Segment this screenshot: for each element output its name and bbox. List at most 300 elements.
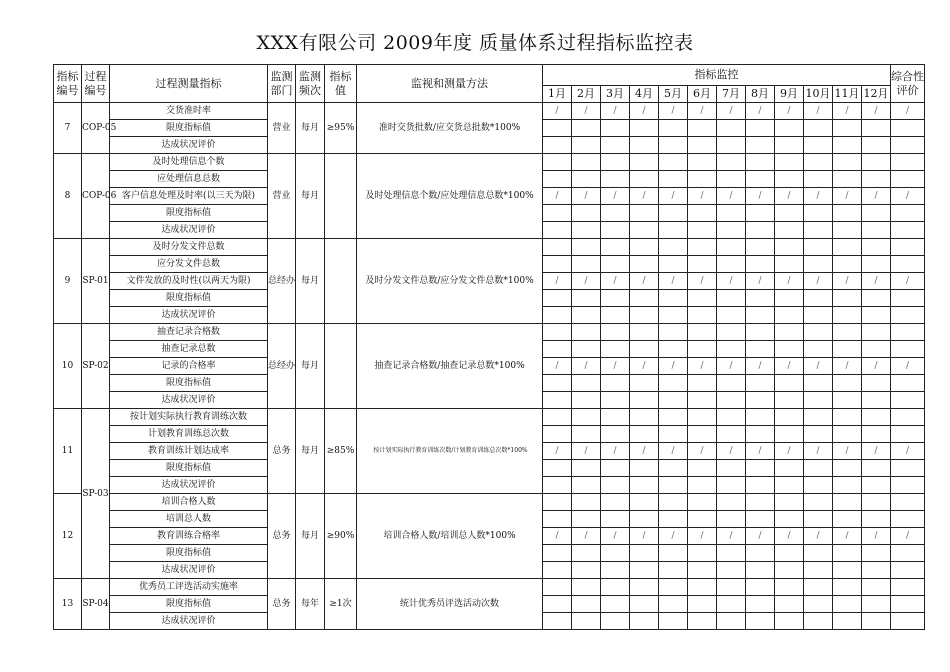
month-cell <box>630 154 659 171</box>
month-cell: / <box>630 103 659 120</box>
header-process-code: 过程编号 <box>82 65 110 103</box>
month-cell <box>688 239 717 256</box>
month-cell <box>746 562 775 579</box>
overall-cell <box>891 137 925 154</box>
month-cell <box>775 120 804 137</box>
month-cell <box>688 477 717 494</box>
month-cell <box>572 613 601 630</box>
indicator-name: 优秀员工评选活动实施率 <box>110 579 268 596</box>
month-cell <box>688 171 717 188</box>
month-cell <box>630 256 659 273</box>
header-month: 7月 <box>717 86 746 103</box>
monitor-frequency: 每月 <box>296 103 325 154</box>
month-cell <box>804 477 833 494</box>
month-cell <box>659 460 688 477</box>
month-cell <box>746 137 775 154</box>
month-cell: / <box>572 103 601 120</box>
header-month: 12月 <box>862 86 891 103</box>
month-cell: / <box>659 188 688 205</box>
monitor-dept: 总务 <box>268 494 296 579</box>
month-cell <box>862 596 891 613</box>
month-cell <box>572 494 601 511</box>
header-month: 2月 <box>572 86 601 103</box>
indicator-name: 应分发文件总数 <box>110 256 268 273</box>
month-cell <box>659 426 688 443</box>
month-cell <box>630 613 659 630</box>
month-cell <box>717 307 746 324</box>
month-cell: / <box>746 103 775 120</box>
month-cell <box>572 137 601 154</box>
month-cell <box>746 460 775 477</box>
month-cell <box>746 307 775 324</box>
overall-cell <box>891 324 925 341</box>
month-cell <box>572 511 601 528</box>
month-cell <box>572 290 601 307</box>
month-cell <box>543 137 572 154</box>
month-cell <box>601 341 630 358</box>
indicator-name: 按计划实际执行教育训练次数 <box>110 409 268 426</box>
month-cell: / <box>717 443 746 460</box>
overall-cell <box>891 154 925 171</box>
month-cell <box>688 511 717 528</box>
month-cell <box>659 222 688 239</box>
overall-cell <box>891 375 925 392</box>
indicator-name: 限度指标值 <box>110 375 268 392</box>
overall-cell: / <box>891 528 925 545</box>
month-cell <box>804 596 833 613</box>
month-cell: / <box>630 358 659 375</box>
month-cell <box>862 409 891 426</box>
month-cell <box>601 290 630 307</box>
month-cell <box>833 477 862 494</box>
month-cell: / <box>746 528 775 545</box>
indicator-name: 记录的合格率 <box>110 358 268 375</box>
month-cell <box>804 426 833 443</box>
month-cell: / <box>688 103 717 120</box>
indicator-name: 达成状况评价 <box>110 222 268 239</box>
month-cell: / <box>833 358 862 375</box>
month-cell: / <box>601 273 630 290</box>
overall-cell <box>891 596 925 613</box>
month-cell <box>775 545 804 562</box>
month-cell <box>572 562 601 579</box>
month-cell <box>543 562 572 579</box>
month-cell <box>572 426 601 443</box>
indicator-code: 9 <box>54 239 82 324</box>
indicator-name: 达成状况评价 <box>110 562 268 579</box>
month-cell: / <box>717 273 746 290</box>
month-cell <box>775 511 804 528</box>
month-cell <box>630 137 659 154</box>
overall-cell <box>891 579 925 596</box>
month-cell <box>659 290 688 307</box>
month-cell <box>630 307 659 324</box>
month-cell <box>804 120 833 137</box>
overall-cell <box>891 460 925 477</box>
overall-cell <box>891 545 925 562</box>
month-cell <box>717 341 746 358</box>
monitor-frequency: 每月 <box>296 494 325 579</box>
month-cell <box>775 375 804 392</box>
process-code: SP-04 <box>82 579 110 630</box>
method: 及时处理信息个数/应处理信息总数*100% <box>357 154 543 239</box>
month-cell: / <box>833 273 862 290</box>
month-cell <box>659 545 688 562</box>
month-cell <box>572 545 601 562</box>
month-cell <box>688 409 717 426</box>
month-cell <box>804 307 833 324</box>
month-cell <box>833 375 862 392</box>
indicator-name: 达成状况评价 <box>110 613 268 630</box>
month-cell: / <box>601 528 630 545</box>
month-cell <box>630 290 659 307</box>
month-cell <box>717 120 746 137</box>
month-cell <box>572 324 601 341</box>
month-cell <box>630 511 659 528</box>
monitor-frequency: 每月 <box>296 154 325 239</box>
month-cell <box>688 137 717 154</box>
month-cell: / <box>543 528 572 545</box>
overall-cell <box>891 409 925 426</box>
monitor-frequency: 每月 <box>296 409 325 494</box>
month-cell: / <box>659 528 688 545</box>
month-cell <box>543 409 572 426</box>
month-cell <box>717 545 746 562</box>
target-value: ≥95% <box>325 103 357 154</box>
overall-cell: / <box>891 358 925 375</box>
indicator-name: 培训总人数 <box>110 511 268 528</box>
month-cell: / <box>659 103 688 120</box>
month-cell <box>804 579 833 596</box>
month-cell <box>833 239 862 256</box>
month-cell <box>804 256 833 273</box>
month-cell: / <box>601 358 630 375</box>
header-indicator: 过程测量指标 <box>110 65 268 103</box>
month-cell <box>775 494 804 511</box>
month-cell <box>862 545 891 562</box>
month-cell <box>746 613 775 630</box>
month-cell <box>601 120 630 137</box>
month-cell <box>862 494 891 511</box>
month-cell <box>630 579 659 596</box>
month-cell: / <box>717 103 746 120</box>
month-cell <box>746 324 775 341</box>
month-cell <box>717 579 746 596</box>
month-cell <box>543 494 572 511</box>
month-cell <box>746 409 775 426</box>
month-cell <box>572 120 601 137</box>
month-cell <box>833 562 862 579</box>
indicator-name: 计划教育训练总次数 <box>110 426 268 443</box>
month-cell <box>601 409 630 426</box>
month-cell: / <box>543 103 572 120</box>
month-cell <box>572 341 601 358</box>
month-cell <box>572 375 601 392</box>
target-value <box>325 154 357 239</box>
month-cell <box>601 562 630 579</box>
month-cell <box>775 171 804 188</box>
month-cell: / <box>572 273 601 290</box>
overall-cell <box>891 307 925 324</box>
month-cell <box>688 392 717 409</box>
month-cell <box>659 256 688 273</box>
month-cell <box>543 426 572 443</box>
month-cell: / <box>572 443 601 460</box>
month-cell: / <box>543 188 572 205</box>
month-cell <box>572 256 601 273</box>
month-cell <box>688 324 717 341</box>
month-cell <box>601 494 630 511</box>
month-cell: / <box>775 103 804 120</box>
month-cell <box>717 460 746 477</box>
month-cell <box>659 341 688 358</box>
month-cell <box>804 392 833 409</box>
month-cell: / <box>804 103 833 120</box>
month-cell <box>630 324 659 341</box>
month-cell <box>775 477 804 494</box>
month-cell <box>572 307 601 324</box>
header-method: 监视和测量方法 <box>357 65 543 103</box>
month-cell <box>862 171 891 188</box>
month-cell <box>804 137 833 154</box>
month-cell <box>601 375 630 392</box>
month-cell <box>543 324 572 341</box>
target-value <box>325 239 357 324</box>
month-cell: / <box>746 443 775 460</box>
month-cell <box>543 205 572 222</box>
month-cell <box>601 460 630 477</box>
month-cell <box>775 596 804 613</box>
month-cell <box>659 409 688 426</box>
month-cell <box>804 375 833 392</box>
month-cell <box>804 562 833 579</box>
monitoring-table <box>53 64 925 630</box>
month-cell <box>804 613 833 630</box>
month-cell <box>833 596 862 613</box>
month-cell <box>862 154 891 171</box>
month-cell: / <box>630 443 659 460</box>
month-cell <box>601 477 630 494</box>
month-cell <box>659 579 688 596</box>
month-cell <box>775 613 804 630</box>
month-cell <box>659 375 688 392</box>
month-cell <box>746 205 775 222</box>
month-cell <box>862 579 891 596</box>
month-cell <box>659 205 688 222</box>
month-cell <box>833 392 862 409</box>
overall-cell: / <box>891 443 925 460</box>
month-cell <box>833 154 862 171</box>
indicator-name: 抽查记录合格数 <box>110 324 268 341</box>
month-cell: / <box>630 273 659 290</box>
month-cell <box>717 392 746 409</box>
target-value <box>325 324 357 409</box>
month-cell <box>688 460 717 477</box>
month-cell <box>630 545 659 562</box>
overall-cell <box>891 256 925 273</box>
overall-cell <box>891 562 925 579</box>
month-cell <box>688 205 717 222</box>
month-cell: / <box>659 443 688 460</box>
month-cell <box>630 392 659 409</box>
month-cell <box>746 154 775 171</box>
indicator-name: 客户信息处理及时率(以三天为限) <box>110 188 268 205</box>
month-cell <box>659 613 688 630</box>
month-cell <box>746 596 775 613</box>
month-cell <box>717 494 746 511</box>
month-cell <box>543 460 572 477</box>
month-cell <box>717 222 746 239</box>
month-cell <box>775 341 804 358</box>
indicator-code: 12 <box>54 494 82 579</box>
month-cell <box>833 341 862 358</box>
month-cell: / <box>833 188 862 205</box>
month-cell <box>630 494 659 511</box>
month-cell: / <box>543 273 572 290</box>
month-cell <box>688 375 717 392</box>
month-cell <box>717 613 746 630</box>
overall-cell <box>891 511 925 528</box>
overall-cell <box>891 392 925 409</box>
indicator-code: 11 <box>54 409 82 494</box>
month-cell <box>833 460 862 477</box>
month-cell <box>862 426 891 443</box>
target-value: ≥1次 <box>325 579 357 630</box>
month-cell: / <box>572 358 601 375</box>
month-cell: / <box>543 358 572 375</box>
month-cell <box>688 545 717 562</box>
month-cell <box>833 120 862 137</box>
month-cell <box>746 579 775 596</box>
month-cell <box>601 205 630 222</box>
overall-cell: / <box>891 188 925 205</box>
month-cell <box>804 171 833 188</box>
month-cell <box>630 426 659 443</box>
month-cell: / <box>862 443 891 460</box>
header-month: 1月 <box>543 86 572 103</box>
method: 统计优秀员评选活动次数 <box>357 579 543 630</box>
month-cell <box>572 460 601 477</box>
month-cell: / <box>688 188 717 205</box>
month-cell <box>833 256 862 273</box>
monitor-frequency: 每月 <box>296 324 325 409</box>
method: 准时交货批数/应交货总批数*100% <box>357 103 543 154</box>
month-cell <box>775 307 804 324</box>
month-cell <box>746 511 775 528</box>
month-cell <box>717 511 746 528</box>
monitor-dept: 总务 <box>268 409 296 494</box>
month-cell <box>804 239 833 256</box>
month-cell <box>630 120 659 137</box>
overall-cell <box>891 613 925 630</box>
month-cell <box>601 256 630 273</box>
month-cell: / <box>746 188 775 205</box>
month-cell <box>746 341 775 358</box>
table-row <box>54 409 925 426</box>
month-cell <box>833 307 862 324</box>
month-cell <box>543 477 572 494</box>
month-cell <box>746 222 775 239</box>
header-overall: 综合性评价 <box>891 65 925 103</box>
month-cell <box>833 171 862 188</box>
month-cell <box>630 205 659 222</box>
month-cell <box>543 545 572 562</box>
overall-cell <box>891 290 925 307</box>
month-cell: / <box>659 273 688 290</box>
month-cell: / <box>775 188 804 205</box>
month-cell <box>688 494 717 511</box>
month-cell <box>543 375 572 392</box>
month-cell <box>659 477 688 494</box>
month-cell <box>688 256 717 273</box>
header-month: 5月 <box>659 86 688 103</box>
month-cell <box>775 562 804 579</box>
month-cell <box>601 324 630 341</box>
month-cell <box>717 477 746 494</box>
month-cell <box>862 137 891 154</box>
month-cell: / <box>688 528 717 545</box>
month-cell <box>688 426 717 443</box>
month-cell <box>862 392 891 409</box>
month-cell <box>601 137 630 154</box>
table-row <box>54 239 925 256</box>
month-cell <box>543 154 572 171</box>
indicator-name: 教育训练合格率 <box>110 528 268 545</box>
monitor-dept: 总务 <box>268 579 296 630</box>
monitor-dept: 总经办 <box>268 239 296 324</box>
month-cell <box>630 341 659 358</box>
month-cell <box>688 307 717 324</box>
overall-cell <box>891 205 925 222</box>
month-cell <box>862 477 891 494</box>
process-code: COP-06 <box>82 154 110 239</box>
month-cell <box>717 375 746 392</box>
month-cell <box>543 171 572 188</box>
overall-cell <box>891 222 925 239</box>
header-month: 4月 <box>630 86 659 103</box>
month-cell <box>572 596 601 613</box>
indicator-name: 文件发放的及时性(以两天为限) <box>110 273 268 290</box>
indicator-name: 达成状况评价 <box>110 137 268 154</box>
month-cell <box>543 222 572 239</box>
month-cell <box>688 596 717 613</box>
indicator-name: 限度指标值 <box>110 120 268 137</box>
month-cell <box>543 120 572 137</box>
method: 及时分发文件总数/应分发文件总数*100% <box>357 239 543 324</box>
month-cell <box>630 409 659 426</box>
overall-cell <box>891 426 925 443</box>
month-cell <box>775 154 804 171</box>
overall-cell <box>891 477 925 494</box>
month-cell <box>717 205 746 222</box>
monitor-frequency: 每年 <box>296 579 325 630</box>
month-cell <box>804 341 833 358</box>
month-cell <box>688 579 717 596</box>
month-cell: / <box>804 273 833 290</box>
month-cell <box>630 460 659 477</box>
header-month: 10月 <box>804 86 833 103</box>
overall-cell: / <box>891 103 925 120</box>
month-cell <box>659 307 688 324</box>
month-cell <box>833 324 862 341</box>
month-cell: / <box>717 358 746 375</box>
month-cell: / <box>601 103 630 120</box>
month-cell <box>601 613 630 630</box>
month-cell: / <box>804 528 833 545</box>
month-cell <box>862 613 891 630</box>
month-cell <box>717 409 746 426</box>
process-code: SP-02 <box>82 324 110 409</box>
